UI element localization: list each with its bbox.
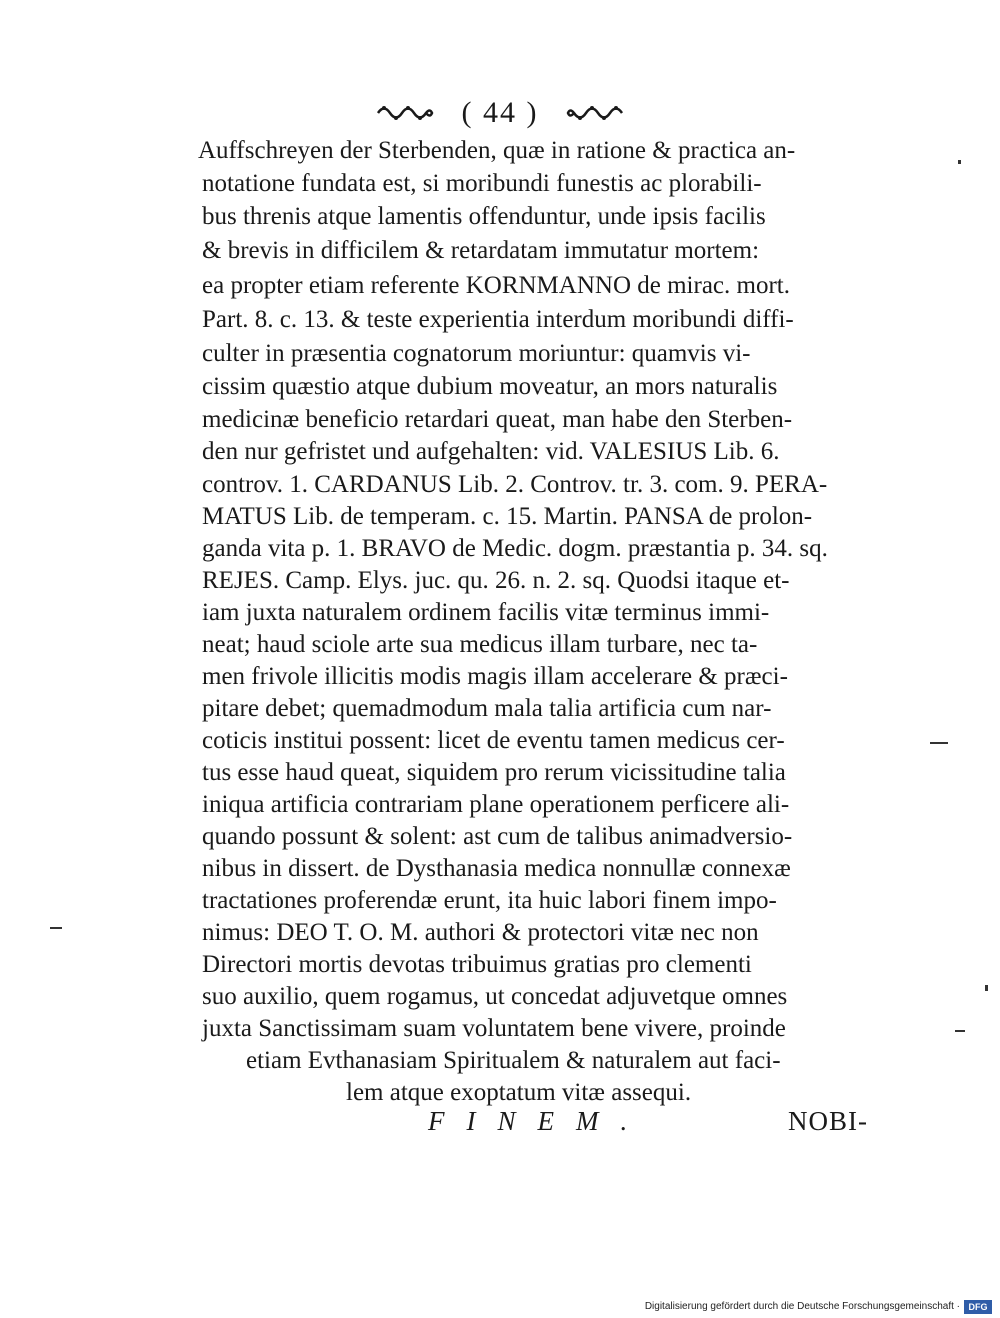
text-line: & brevis in difficilem & retardatam immutatur mortem: (202, 237, 760, 264)
finis-mark: FINEM. (428, 1106, 650, 1136)
text-line: etiam Evthanasiam Spiritualem & naturalem aut faci- (246, 1047, 781, 1074)
text-line: MATUS Lib. de temperam. c. 15. Martin. PANSA de prolon- (202, 503, 813, 530)
text-line: ganda vita p. 1. BRAVO de Medic. dogm. præstantia p. 34. sq. (202, 535, 828, 562)
text-line: tractationes proferendæ erunt, ita huic labori finem impo- (202, 887, 777, 914)
text-line: nibus in dissert. de Dysthanasia medica nonnullæ connexæ (202, 855, 791, 882)
text-line: cissim quæstio atque dubium moveatur, an mors naturalis (202, 373, 778, 400)
text-line: den nur gefristet und aufgehalten: vid. VALESIUS Lib. 6. (202, 438, 780, 465)
scan-speck (958, 160, 961, 164)
catchword: NOBI- (788, 1106, 868, 1136)
text-line: controv. 1. CARDANUS Lib. 2. Controv. tr. 3. com. 9. PERA- (202, 471, 828, 498)
scan-speck (955, 1030, 965, 1032)
text-line: nimus: DEO T. O. M. authori & protectori vitæ nec non (202, 919, 759, 946)
text-line: iniqua artificia contrariam plane operationem perficere ali- (202, 791, 790, 818)
page-number: ( 44 ) (461, 96, 539, 130)
text-line: ea propter etiam referente KORNMANNO de mirac. mort. (202, 272, 790, 299)
text-line: tus esse haud queat, siquidem pro rerum vicissitudine talia (202, 759, 786, 786)
text-line: iam juxta naturalem ordinem facilis vitæ terminus immi- (202, 599, 770, 626)
text-line: lem atque exoptatum vitæ assequi. (346, 1079, 692, 1106)
text-line: notatione fundata est, si moribundi funestis ac plorabili- (202, 170, 762, 197)
text-line: Auffschreyen der Sterbenden, quæ in ratione & practica an- (198, 137, 796, 164)
right-ornament-icon (566, 102, 624, 124)
text-line: REJES. Camp. Elys. juc. qu. 26. n. 2. sq. Quodsi itaque et- (202, 567, 790, 594)
text-line: suo auxilio, quem rogamus, ut concedat adjuvetque omnes (202, 983, 788, 1010)
scan-speck (930, 742, 948, 744)
footer (0, 1292, 1000, 1318)
text-line: quando possunt & solent: ast cum de talibus animadversio- (202, 823, 793, 850)
text-line: culter in præsentia cognatorum moriuntur: quamvis vi- (202, 340, 751, 367)
text-line: Part. 8. c. 13. & teste experientia interdum moribundi diffi- (202, 306, 794, 333)
footer-credit: Digitalisierung gefördert durch die Deutsche Forschungsgemeinschaft · (644, 1301, 960, 1312)
scan-speck (50, 927, 62, 929)
text-line: bus threnis atque lamentis offenduntur, unde ipsis facilis (202, 203, 766, 230)
text-line: pitare debet; quemadmodum mala talia artificia cum nar- (202, 695, 772, 722)
left-ornament-icon (376, 102, 434, 124)
text-line: medicinæ beneficio retardari queat, man habe den Sterben- (202, 406, 793, 433)
text-line: coticis institui possent: licet de eventu tamen medicus cer- (202, 727, 785, 754)
scan-speck (985, 985, 988, 991)
text-line: Directori mortis devotas tribuimus gratias pro clementi (202, 951, 752, 978)
text-line: juxta Sanctissimam suam voluntatem bene vivere, proinde (202, 1015, 786, 1042)
text-line: neat; haud sciole arte sua medicus illam turbare, nec ta- (202, 631, 758, 658)
text-line: men frivole illicitis modis magis illam accelerare & præci- (202, 663, 788, 690)
dfg-logo-icon: DFG (964, 1300, 992, 1314)
page-header (0, 94, 1000, 130)
